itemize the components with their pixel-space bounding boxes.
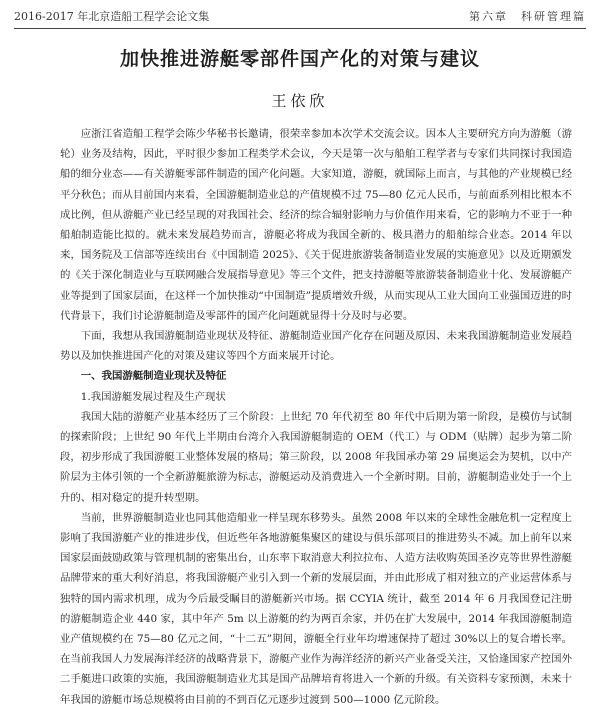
paragraph: 应浙江省造船工程学会陈少华秘书长邀请，很荣幸参加本次学术交流会议。因本人主要研究方向为游艇（游轮）业务及结构，因此，平时很少参加工程类学术会议，今天是第一次与船舶工程学者与专家们共同探讨我国造船的细分业态——有关游艇零部件制造的国产化问题。大家知道，游艇，就国际上而言，与其他的产业规模已经平分秋色；而从目前国内来看，全国游艇制造业总的产值规模不过 75—80 亿元人民币，与前面系列相比根本不成比例，但从游艇产业已经呈现的对我国社会、经济的综合辐射影响力与价值作用来看，它的影响力不亚于一种船舶制造能比拟的。就未来发展趋势而言，游艇必将成为我国全新的、极具潜力的船舶综合业态。2014 年以来，国务院及工信部等连续出台《中国制造 2025》、《关于促进旅游装备制造业发展的实施意见》以及近期颁发的《关于深化制造业与互联网融合发展指导意见》等三个文件，把支持游艇等旅游装备制造业十化、发展游艇产业等提到了国家层面，在这样一个加快推动“中国制造”提质增效升级，从而实现从工业大国向工业强国迈进的时代背景下，我们讨论游艇制造及零部件的国产化问题就显得十分及时与必要。 [60,128,572,322]
header-left: 2016-2017 年北京造船工程学会论文集 [14,10,210,23]
paper-body [60,124,572,710]
header-rule [14,28,586,29]
section-heading: 一、我国游艇制造业现状及特征 [80,370,227,383]
header-right: 第六章 科研管理篇 [469,10,586,23]
subsection-heading: 1.我国游艇发展过程及生产现状 [80,390,226,403]
paragraph: 当前，世界游艇制造业也同其他造船业一样呈现东移势头。虽然 2008 年以来的全球性金融危机一定程度上影响了我国游艇产业的推进步伐，但近些年各地游艇集聚区的建设与俱乐部项目的推进势头不减。加上前年以来国家层面鼓励政策与管理机制的密集出台，山东率下取消意大利拉拉布、人造方法收购英国圣汐克等世界性游艇品牌带来的重大利好消息，将我国游艇产业引入到一个新的发展层面，并由此形成了相对独立的产业运营体系与独特的国内需求机理，成为今后最受瞩目的游艇新兴市场。据 CCYIA 统计，截至 2014 年 6 月我国登记注册的游艇制造企业 440 家，其中年产 5m 以上游艇的约为两百余家，并仍在扩大发展中，2014 年我国游艇制造业产值规模约在 75—80 亿元之间，“十二五”期间，游艇全行业年均增速保持了超过 30%以上的复合增长率。在当前我国人力发展海洋经济的战略背景下，游艇产业作为海洋经济的新兴产业备受关注，又恰逢国家产控国外二手艇进口政策的实施，我国游艇制造业尤其是国产品牌培育将进入一个新的升级。有关资料专家预测，未来十年我国的游艇市场总规模将由目前的不到百亿元逐步过渡到 500—1000 亿元阶段。 [60,511,572,706]
author-name: 王依欣 [271,92,329,110]
running-header [14,6,586,26]
paper-title: 加快推进游艇零部件国产化的对策与建议 [119,48,480,70]
paragraph: 下面，我想从我国游艇制造业现状及特征、游艇制造业国产化存在问题及原因、未来我国游艇制造业发展趋势以及加快推进国产化的对策及建议等四个方面来展开讨论。 [60,330,572,363]
paragraph: 我国大陆的游艇产业基本经历了三个阶段：上世纪 70 年代初至 80 年代中后期为第一阶段，是模仿与试制的探索阶段；上世纪 90 年代上半期由台湾介入我国游艇制造的 OEM（代工）与 ODM（贴牌）起步为第二阶段，初步形成了我国游艇工业整体发展的格局；第三阶段，以 2008 年我国承办第 29 届奥运会为契机，以中产阶层为主体引领的一个全新游艇旅游为标志，游艇运动及消费进入一个全新时期。目前，游艇制造业处于一个上升的、相对稳定的提升转型期。 [60,410,572,504]
